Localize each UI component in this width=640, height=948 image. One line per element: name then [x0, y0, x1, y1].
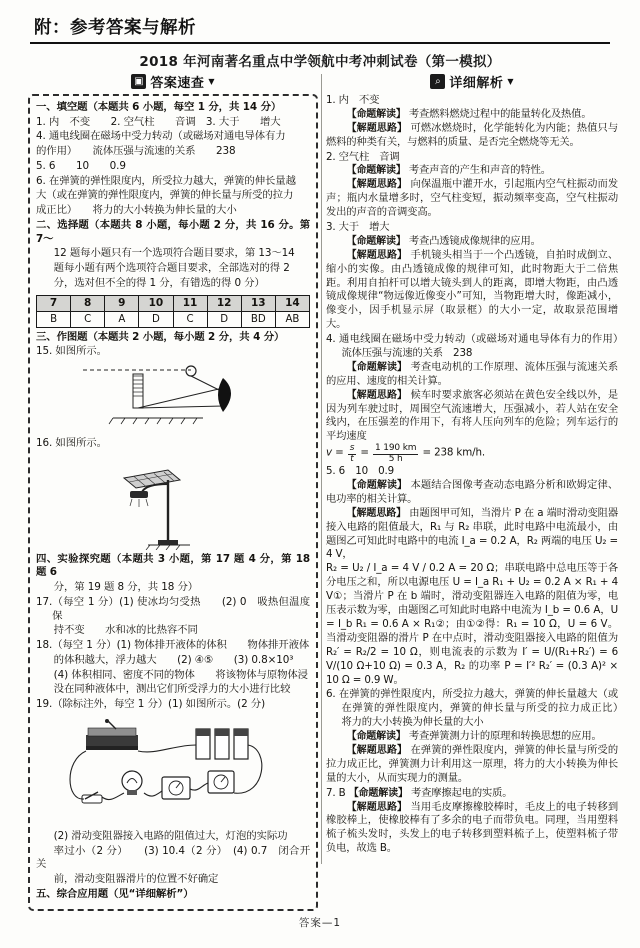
experiment-section-heading-1: 四、实验探究题（本题共 3 小题，第 17 题 4 分，第 18 题 6: [36, 552, 310, 579]
figure-19-wrap: [36, 715, 310, 827]
table-row-answers: [37, 311, 310, 327]
item-answer: 在弹簧的弹性限度内，所受拉力越大，弹簧的伸长量越大（或在弹簧的弹性限度内，弹簧的伸长量与所受的拉力成正比） 将力的大小转换为伸长量的大小: [338, 688, 629, 729]
analysis-answer-line: [326, 94, 618, 108]
analysis-thinking-line: [326, 122, 618, 150]
analysis-thinking-line: [326, 178, 618, 220]
experiment-answer-18d: 没在同种液体中，测出它们所受浮力的大小进行比较: [53, 683, 291, 696]
analysis-formula-line: [326, 444, 618, 464]
thinking-tag: 【解题思路】: [346, 122, 408, 134]
analysis-answer-line: [326, 787, 618, 801]
page-footer: 答案—1: [298, 917, 342, 929]
item-number: 1.: [326, 94, 336, 106]
left-column: [28, 72, 318, 911]
column-divider: [321, 74, 322, 864]
item-number: 2.: [326, 150, 336, 163]
table-cell: D: [207, 311, 241, 327]
fill-answer-6b: 大（或在弹簧的弹性限度内，弹簧的伸长量与所受的拉力: [36, 189, 294, 202]
fraction-s-over-t: [348, 444, 357, 464]
table-cell: 9: [105, 295, 139, 311]
item-answer: 空气柱 音调: [338, 150, 400, 163]
table-cell: BD: [241, 311, 275, 327]
analysis-reading-line: [326, 235, 618, 249]
analysis-thinking-line: [326, 507, 618, 563]
magnifier-icon: ⌕: [430, 74, 445, 89]
formula-result: = 238 km/h.: [422, 446, 485, 459]
drawing-section-heading: 三、作图题（本题共 2 小题，每小题 2 分，共 4 分）: [36, 330, 285, 343]
table-cell: 7: [37, 295, 71, 311]
heading-rule: [30, 42, 610, 44]
experiment-answer-19a: 19.（除标注外，每空 1 分）(1) 如图所示。(2 分): [36, 698, 266, 711]
table-cell: AB: [275, 311, 309, 327]
thinking-tag: 【解题思路】: [346, 744, 408, 756]
fill-answer-5: 5. 6 10 0.9: [36, 159, 126, 172]
item-answer: B: [338, 786, 346, 799]
table-row-question-numbers: [37, 295, 310, 311]
item-answer: 6 10 0.9: [338, 465, 395, 478]
reading-text: 考查弹簧测力计的原理和转换思想的应用。: [408, 730, 602, 743]
chevron-down-icon[interactable]: ▼: [507, 77, 514, 86]
reading-text: 考查燃料燃烧过程中的能量转化及热值。: [408, 107, 592, 120]
item-number: 6.: [326, 688, 336, 701]
analysis-item-7: [326, 787, 618, 856]
thinking-text: 在弹簧的弹性限度内，弹簧的伸长量与所受的拉力成正比，弹簧测力计利用这一原理，将力的大小转换为伸长量的大小，从而实现力的测量。: [326, 743, 619, 784]
analysis-item-3: [326, 221, 618, 332]
paper-title: 2018 年河南著名重点中学领航中考冲刺试卷（第一模拟）: [139, 54, 501, 70]
reading-tag: 【命题解读】: [346, 361, 408, 373]
analysis-item-5: [326, 465, 618, 687]
analysis-thinking-line: [326, 249, 618, 332]
analysis-reading-line: [326, 108, 618, 122]
analysis-item-6: [326, 688, 629, 785]
fraction-numerator: 1 190 km: [374, 443, 417, 454]
quick-answer-badge[interactable]: [28, 72, 318, 91]
reading-text: 考查摩擦起电的实质。: [410, 786, 513, 799]
fill-answer-6c: 成正比） 将力的大小转换为伸长量的大小: [36, 204, 237, 217]
table-cell: 13: [241, 295, 275, 311]
analysis-answer-line: [326, 333, 629, 361]
analysis-thinking-line: [326, 801, 618, 857]
thinking-tag: 【解题思路】: [346, 389, 408, 401]
analysis-item-2: [326, 151, 618, 220]
thinking-tag: 【解题思路】: [346, 249, 408, 261]
fill-section-heading: 一、填空题（本题共 6 小题，每空 1 分，共 14 分）: [36, 101, 282, 113]
analysis-reading-line: [326, 361, 618, 389]
thinking-tag: 【解题思路】: [346, 179, 408, 191]
table-cell: B: [37, 311, 71, 327]
analysis-reading-line: [326, 164, 618, 178]
thinking-tag: 【解题思路】: [346, 507, 407, 519]
thinking-text: 手机镜头相当于一个凸透镜，自拍时成倒立、缩小的实像。由凸透镜成像的规律可知，此时物距大于二倍焦距。利用自拍杆可以增大镜头到人的距离，即增大物距，由凸透镜成像规律“物远像近像变小”可知，当物距增大时，像距减小，像变小，因手机显示屏（取景框）的大小一定，故取景范围增大。: [326, 248, 619, 331]
figure-19-circuit-diagram: [58, 715, 288, 827]
reading-text: 考查声音的产生和声音的特性。: [408, 164, 551, 177]
thinking-tag: 【解题思路】: [346, 801, 408, 813]
book-icon: ▣: [131, 74, 146, 89]
fill-answer-6a: 6. 在弹簧的弹性限度内，所受拉力越大，弹簧的伸长量越: [36, 174, 296, 187]
table-cell: 14: [275, 295, 309, 311]
table-cell: 10: [139, 295, 173, 311]
thinking-text: 由题图甲可知，当滑片 P 在 a 端时滑动变阻器接入电路的阻值最大，R₁ 与 R₂ 串联，此时电路中电流最小，由题图乙可知此时电路中的电流 I_a = 0.2 A，R₂ 两端的电压 U₂ = 4 V，: [326, 506, 619, 561]
thinking-text: 候车时要求旅客必须站在黄色安全线以外，是因为列车驶过时，周围空气流速增大，压强减小，若人站在安全线内，在压强差的作用下，有将人压向列车的危险；列车运行的平均速度: [326, 388, 619, 443]
table-cell: 11: [173, 295, 207, 311]
analysis-answer-line: [326, 221, 618, 235]
reading-tag: 【命题解读】: [348, 787, 408, 799]
reading-text: 考查凸透镜成像规律的应用。: [408, 234, 541, 247]
analysis-reading-line: [326, 479, 618, 507]
chevron-down-icon[interactable]: ▼: [208, 77, 215, 86]
reading-tag: 【命题解读】: [346, 235, 406, 247]
item-number: 5.: [326, 465, 336, 478]
experiment-answer-19c: 率过小（2 分） (3) 10.4（2 分） (4) 0.7 闭合开关: [36, 844, 310, 871]
drawing-answer-15: 15. 如图所示。: [36, 345, 107, 358]
analysis-reading-line: [326, 730, 618, 744]
fraction-denominator: t: [350, 453, 354, 464]
item-number: 7.: [326, 786, 336, 799]
drawing-answer-16: 16. 如图所示。: [36, 437, 107, 450]
table-cell: C: [173, 311, 207, 327]
thinking-text: 可燃冰燃烧时，化学能转化为内能；热值只与燃料的种类有关，与燃料的质量、是否完全燃烧等无关。: [326, 121, 619, 148]
reading-tag: 【命题解读】: [346, 480, 408, 492]
reading-text: 考查电动机的工作原理、流体压强与流速关系的应用、速度的相关计算。: [326, 360, 619, 387]
formula-eq-1: =: [335, 446, 344, 459]
formula-symbol: v: [326, 446, 332, 459]
analysis-thinking-line: [326, 389, 618, 445]
multiple-choice-answer-table: [36, 295, 310, 328]
reading-tag: 【命题解读】: [346, 731, 406, 743]
item-answer: 内 不变: [338, 94, 380, 106]
quick-answer-box: [28, 94, 318, 911]
fill-answer-4b: 的作用） 流体压强与流速的关系 238: [36, 145, 236, 158]
figure-15-force-diagram: [73, 362, 273, 434]
figure-16-wrap: [36, 454, 310, 550]
table-cell: D: [139, 311, 173, 327]
experiment-answer-19b: (2) 滑动变阻器接入电路的阻值过大，灯泡的实际功: [53, 829, 288, 842]
thinking-text: 向保温瓶中灌开水，引起瓶内空气柱振动而发声；瓶内水量增多时，空气柱变短，振动频率变高，空气柱振动发出的声音的音调变高。: [326, 178, 619, 219]
analysis-answer-line: [326, 688, 629, 730]
formula-eq-2: =: [360, 446, 369, 459]
fill-answer-1-2: 1. 内 不变 2. 空气柱 音调 3. 大于 增大: [36, 115, 281, 128]
fraction-numerator: s: [349, 443, 355, 454]
analysis-resistance-derivation: R₂ = U₂ / I_a = 4 V / 0.2 A = 20 Ω；串联电路中总电压等于各分电压之和，所以电源电压 U = I_a R₁ + U₂ = 0.2 A × R₁ + 4 V①；当滑片 P 在 b 端时，滑动变阻器连入电路的阻值为零，电压表示数为零，由题图乙可知此时电路中电流为 I_b = 0.6 A，U = I_b R₁ = 0.6 A × R₁②；由①②得：R₁ = 10 Ω，U = 6 V。当滑动变阻器的滑片 P 在中点时，滑动变阻器接入电路的阻值为 R₂′ = R₂/2 = 10 Ω，则电流表的示数为 I′ = U/(R₁+R₂′) = 6 V/(10 Ω+10 Ω) = 0.3 A，R₂ 的功率 P = I′² R₂′ = (0.3 A)² × 10 Ω = 0.9 W。: [326, 562, 618, 686]
experiment-answer-18c: (4) 体积相同、密度不同的物体 将该物体与原物体浸: [53, 668, 308, 681]
fill-answer-4a: 4. 通电线圈在磁场中受力转动（或磁场对通电导体有力: [36, 130, 286, 143]
detailed-analysis-label: 详细解析: [449, 76, 504, 91]
table-cell: C: [71, 311, 105, 327]
item-answer: 大于 增大: [338, 221, 390, 234]
detailed-analysis-badge[interactable]: [326, 72, 618, 91]
analysis-answer-line: [326, 465, 618, 479]
choice-note-3: 题每小题有两个选项符合题目要求，全部选对的得 2: [53, 262, 290, 275]
analysis-answer-line: [326, 151, 618, 165]
experiment-answer-18a: 18.（每空 1 分）(1) 物体排开液体的体积 物体排开液体: [36, 639, 310, 652]
reading-tag: 【命题解读】: [346, 165, 406, 177]
experiment-answer-19d: 前，滑动变阻器滑片的位置不好确定: [53, 873, 219, 886]
thinking-text: 当用毛皮摩擦橡胶棒时，毛皮上的电子转移到橡胶棒上，使橡胶棒有了多余的电子而带负电。同理，当用塑料梳子梳头发时，头发上的电子转移到塑料梳子上，使塑料梳子带负电，故选 B。: [326, 800, 619, 855]
analysis-item-4: [326, 333, 629, 464]
choice-section-heading: 二、选择题（本题共 8 小题，每小题 2 分，共 16 分。第 7～: [36, 218, 310, 245]
analysis-item-1: [326, 94, 618, 150]
reading-tag: 【命题解读】: [346, 108, 406, 120]
page-heading: 附：参考答案与解析: [34, 18, 196, 38]
table-cell: A: [105, 311, 139, 327]
reading-text: 本题结合图像考查动态电路分析和欧姆定律、电功率的相关计算。: [326, 479, 619, 505]
item-answer: 通电线圈在磁场中受力转动（或磁场对通电导体有力的作用） 流体压强与流速的关系 238: [339, 333, 629, 360]
comprehensive-section-heading: 五、综合应用题（见“详细解析”）: [36, 887, 194, 900]
fraction-denominator: 5 h: [388, 453, 403, 464]
quick-answer-label: 答案速查: [150, 76, 205, 91]
fraction-distance-over-time: [373, 444, 418, 464]
experiment-answer-17b: 持不变 水和冰的比热容不同: [53, 624, 198, 637]
experiment-section-heading-2: 分，第 19 题 8 分，共 18 分）: [53, 581, 199, 594]
choice-note-4: 分，选对但不全的得 1 分，有错选的得 0 分）: [53, 276, 265, 289]
right-column: [326, 72, 629, 857]
analysis-thinking-line: [326, 744, 618, 786]
choice-note-2: 12 题每小题只有一个选项符合题目要求，第 13～14: [53, 247, 295, 260]
item-number: 3.: [326, 221, 336, 234]
item-number: 4.: [326, 333, 336, 346]
table-cell: 12: [207, 295, 241, 311]
experiment-answer-17a: 17.（每空 1 分）(1) 使冰均匀受热 (2) 0 吸热但温度保: [36, 595, 310, 622]
table-cell: 8: [71, 295, 105, 311]
experiment-answer-18b: 的体积越大，浮力越大 (2) ④⑤ (3) 0.8×10³: [53, 653, 294, 666]
figure-16-solar-street-lamp: [98, 454, 248, 550]
figure-15-wrap: [36, 362, 310, 434]
